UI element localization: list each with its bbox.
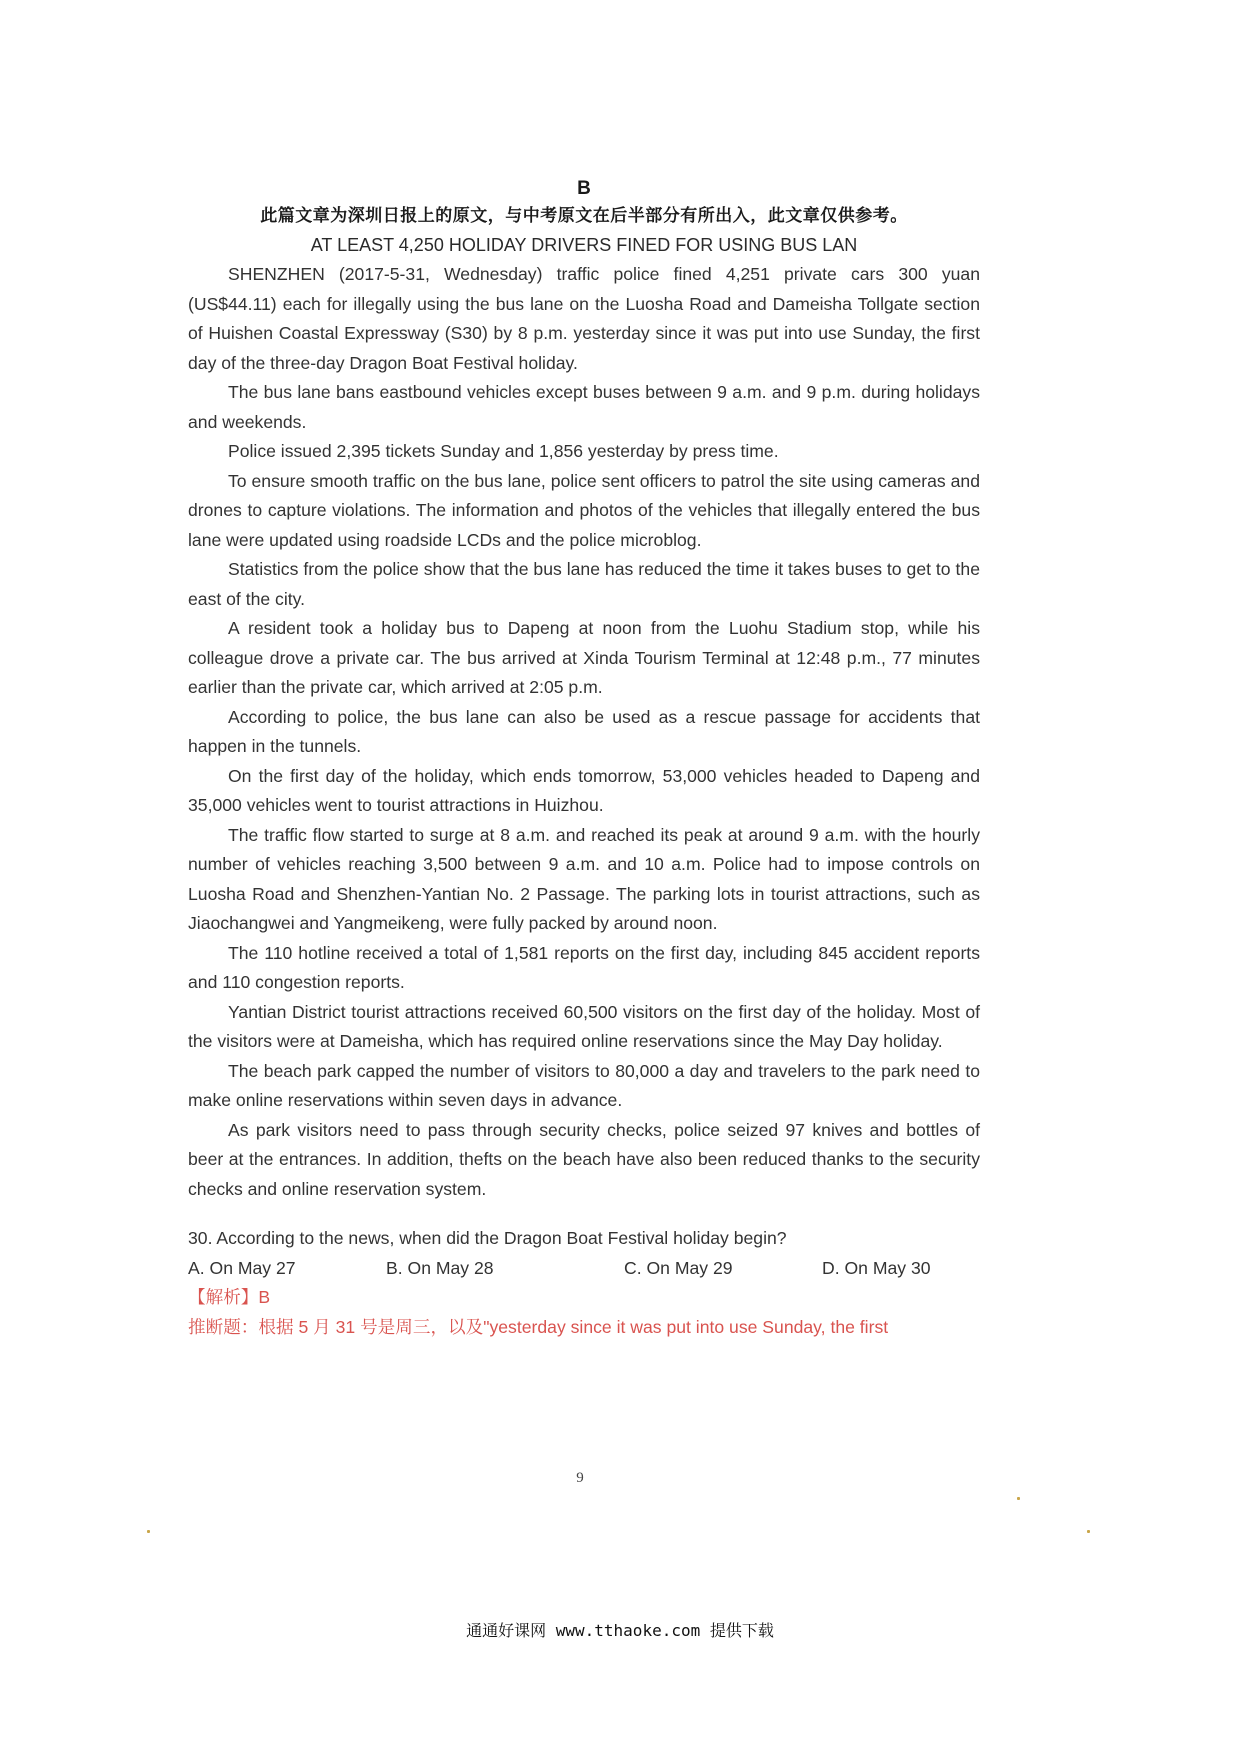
answer-label: 【解析】B — [188, 1287, 271, 1307]
scan-speck — [1017, 1497, 1020, 1500]
page-number: 9 — [576, 1470, 584, 1486]
question-stem: 30. According to the news, when did the Dragon Boat Festival holiday begin? — [188, 1228, 787, 1248]
article-paragraph: Yantian District tourist attractions received 60,500 visitors on the first day of the holiday. Most of the visitors were at Dameisha, which has required online reservations since the May Day holiday. — [188, 1001, 980, 1051]
article-paragraph: On the first day of the holiday, which ends tomorrow, 53,000 vehicles headed to Dapeng and 35,000 vehicles went to tourist attractions in Huizhou. — [188, 765, 980, 815]
article-paragraph: According to police, the bus lane can also be used as a rescue passage for accidents that happen in the tunnels. — [188, 706, 980, 756]
article-paragraph: The bus lane bans eastbound vehicles except buses between 9 a.m. and 9 p.m. during holidays and weekends. — [188, 382, 980, 432]
article — [188, 176, 980, 1342]
section-letter: B — [577, 178, 591, 199]
option-a: A. On May 27 — [188, 1257, 296, 1278]
article-paragraph: Statistics from the police show that the bus lane has reduced the time it takes buses to get to the east of the city. — [188, 559, 980, 609]
article-paragraph: The traffic flow started to surge at 8 a.m. and reached its peak at around 9 a.m. with the hourly number of vehicles reaching 3,500 between 9 a.m. and 10 a.m. Police had to impose controls on Luosha Road and Shenzhen-Yantian No. 2 Passage. The parking lots in tourist attractions, such as Jiaochangwei and Yangmeikeng, were fully packed by around noon. — [188, 824, 980, 933]
article-paragraph: To ensure smooth traffic on the bus lane, police sent officers to patrol the site using cameras and drones to capture violations. The information and photos of the vehicles that illegally entered the bus lane were updated using roadside LCDs and the police microblog. — [188, 470, 980, 550]
article-paragraph: A resident took a holiday bus to Dapeng at noon from the Luohu Stadium stop, while his colleague drove a private car. The bus arrived at Xinda Tourism Terminal at 12:48 p.m., 77 minutes earlier than the private car, which arrived at 2:05 p.m. — [188, 618, 980, 697]
scan-speck — [147, 1530, 150, 1533]
article-paragraph: As park visitors need to pass through security checks, police seized 97 knives and bottles of beer at the entrances. In addition, thefts on the beach have also been reduced thanks to the security checks and online reservation system. — [188, 1119, 980, 1199]
article-paragraph: The 110 hotline received a total of 1,581 reports on the first day, including 845 accident reports and 110 congestion reports. — [188, 942, 980, 992]
option-d: D. On May 30 — [822, 1257, 931, 1278]
article-paragraph: SHENZHEN (2017-5-31, Wednesday) traffic police fined 4,251 private cars 300 yuan (US$44.11) each for illegally using the bus lane on the Luosha Road and Dameisha Tollgate section of Huishen Coastal Expressway (S30) by 8 p.m. yesterday since it was put into use Sunday, the first day of the three-day Dragon Boat Festival holiday. — [188, 264, 980, 373]
explanation-text: 推断题：根据 5 月 31 号是周三，以及"yesterday since it was put into use Sunday, the first — [188, 1316, 889, 1337]
article-paragraph: Police issued 2,395 tickets Sunday and 1,856 yesterday by press time. — [228, 441, 779, 461]
option-b: B. On May 28 — [386, 1257, 494, 1278]
scan-speck — [1087, 1530, 1090, 1533]
option-c: C. On May 29 — [624, 1257, 733, 1278]
footer-credit: 通通好课网 www.tthaoke.com 提供下载 — [466, 1621, 774, 1640]
article-headline: AT LEAST 4,250 HOLIDAY DRIVERS FINED FOR USING BUS LAN — [310, 235, 858, 255]
chinese-note: 此篇文章为深圳日报上的原文，与中考原文在后半部分有所出入，此文章仅供参考。 — [260, 206, 908, 225]
article-paragraph: The beach park capped the number of visitors to 80,000 a day and travelers to the park need to make online reservations within seven days in advance. — [188, 1060, 980, 1110]
answer-options — [188, 1254, 980, 1284]
